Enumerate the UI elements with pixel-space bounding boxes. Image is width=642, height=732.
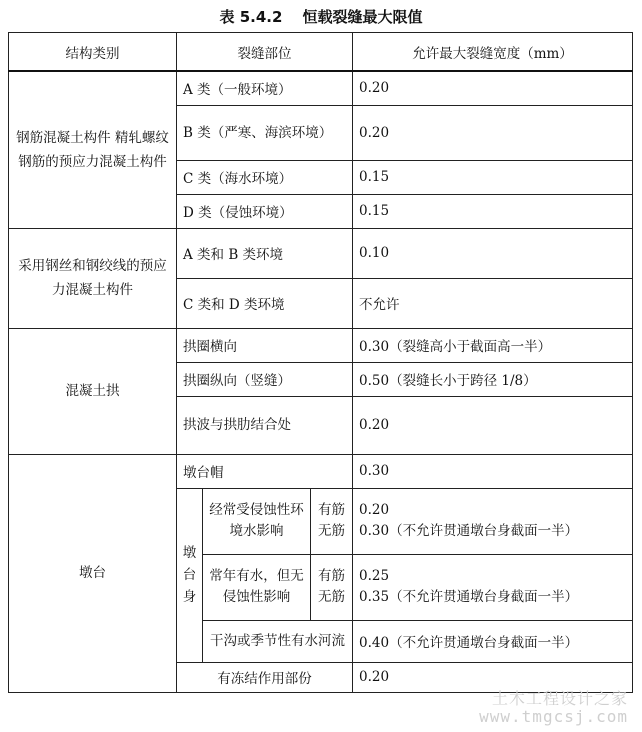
limit-cell: 0.50（裂缝长小于跨径 1/8）	[353, 362, 633, 396]
table-row	[9, 228, 633, 278]
category-rc-members: 钢筋混凝土构件 精轧螺纹钢筋的预应力混凝土构件	[9, 71, 177, 228]
limit-cell: 0.30	[353, 454, 633, 488]
rebar-with-label: 有筋	[318, 568, 345, 584]
crack-limit-table	[8, 32, 632, 693]
category-prestressed-wire: 采用钢丝和钢绞线的预应力混凝土构件	[9, 228, 177, 328]
table-row	[9, 328, 633, 362]
condition-cell: 经常受侵蚀性环境水影响	[203, 488, 311, 554]
limit-cell: 0.20	[353, 105, 633, 160]
location-cell: 墩台帽	[177, 454, 353, 488]
location-cell: C 类（海水环境）	[177, 160, 353, 194]
table-caption: 恒载裂缝最大限值	[302, 8, 423, 26]
header-location: 裂缝部位	[177, 33, 353, 72]
rebar-with-label: 有筋	[318, 502, 345, 518]
limit-cell: 0.15	[353, 194, 633, 228]
limit-cell: 0.30（裂缝高小于截面高一半）	[353, 328, 633, 362]
table-number: 表 5.4.2	[219, 8, 283, 26]
watermark-line2: www.tmgcsj.com	[479, 707, 628, 726]
condition-cell: 干沟或季节性有水河流	[203, 620, 353, 662]
limit-without-rebar: 0.30（不允许贯通墩台身截面一半）	[359, 523, 579, 539]
location-cell: 拱波与拱肋结合处	[177, 396, 353, 454]
category-pier-abutment: 墩台	[9, 454, 177, 692]
limit-cell	[353, 554, 633, 620]
location-cell: A 类（一般环境）	[177, 71, 353, 105]
category-concrete-arch: 混凝土拱	[9, 328, 177, 454]
limit-cell: 0.20	[353, 662, 633, 692]
limit-cell: 0.10	[353, 228, 633, 278]
limit-cell	[353, 488, 633, 554]
limit-cell: 不允许	[353, 278, 633, 328]
location-cell: C 类和 D 类环境	[177, 278, 353, 328]
location-cell: D 类（侵蚀环境）	[177, 194, 353, 228]
limit-cell: 0.20	[353, 71, 633, 105]
limit-without-rebar: 0.35（不允许贯通墩台身截面一半）	[359, 589, 579, 605]
location-cell: B 类（严寒、海滨环境）	[177, 105, 353, 160]
limit-with-rebar: 0.20	[359, 502, 390, 518]
location-cell: 拱圈横向	[177, 328, 353, 362]
header-row	[9, 33, 633, 72]
rebar-without-label: 无筋	[318, 523, 345, 539]
rebar-without-label: 无筋	[318, 589, 345, 605]
limit-cell: 0.15	[353, 160, 633, 194]
pier-body-label: 墩台身	[177, 488, 203, 662]
location-cell: 有冻结作用部份	[177, 662, 353, 692]
watermark-line1: 土木工程设计之家	[491, 689, 628, 708]
limit-cell: 0.40（不允许贯通墩台身截面一半）	[353, 620, 633, 662]
table-row	[9, 454, 633, 488]
rebar-cell	[311, 488, 353, 554]
rebar-cell	[311, 554, 353, 620]
table-title	[0, 6, 642, 27]
table-row	[9, 71, 633, 105]
condition-cell: 常年有水，但无侵蚀性影响	[203, 554, 311, 620]
watermark	[479, 690, 628, 726]
header-category: 结构类别	[9, 33, 177, 72]
location-cell: 拱圈纵向（竖缝）	[177, 362, 353, 396]
limit-with-rebar: 0.25	[359, 568, 390, 584]
header-limit: 允许最大裂缝宽度（mm）	[353, 33, 633, 72]
location-cell: A 类和 B 类环境	[177, 228, 353, 278]
limit-cell: 0.20	[353, 396, 633, 454]
